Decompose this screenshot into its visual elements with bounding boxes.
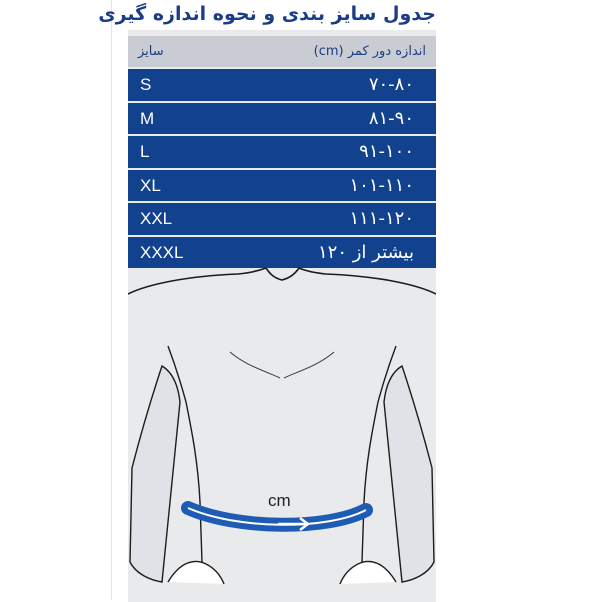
table-row bbox=[128, 103, 436, 135]
measure-cell: ۱۱۱-۱۲۰ bbox=[349, 208, 414, 229]
torso-illustration bbox=[128, 262, 436, 600]
size-cell: M bbox=[140, 108, 155, 128]
measure-cell: بیشتر از ۱۲۰ bbox=[317, 241, 414, 263]
page-title: جدول سایز بندی و نحوه اندازه گیری bbox=[98, 3, 436, 25]
header-size: سایز bbox=[138, 44, 164, 59]
measure-cell: ۸۱-۹۰ bbox=[368, 107, 414, 129]
size-cell: XXXL bbox=[140, 242, 184, 262]
table-row bbox=[128, 136, 436, 168]
size-cell: S bbox=[140, 75, 152, 94]
table-row bbox=[128, 170, 436, 202]
measurement-unit-label: cm bbox=[268, 491, 291, 510]
size-table bbox=[128, 36, 436, 268]
header-waist-measure: اندازه دور کمر (cm) bbox=[313, 44, 426, 59]
table-row bbox=[128, 69, 436, 101]
measure-cell: ۷۰-۸۰ bbox=[368, 74, 414, 95]
size-cell: L bbox=[140, 142, 150, 161]
table-header bbox=[128, 36, 436, 67]
table-row bbox=[128, 203, 436, 235]
measure-cell: ۱۰۱-۱۱۰ bbox=[349, 174, 414, 196]
measure-cell: ۹۱-۱۰۰ bbox=[359, 141, 414, 162]
size-cell: XXL bbox=[140, 209, 173, 228]
size-cell: XL bbox=[140, 175, 161, 195]
divider bbox=[111, 0, 112, 600]
